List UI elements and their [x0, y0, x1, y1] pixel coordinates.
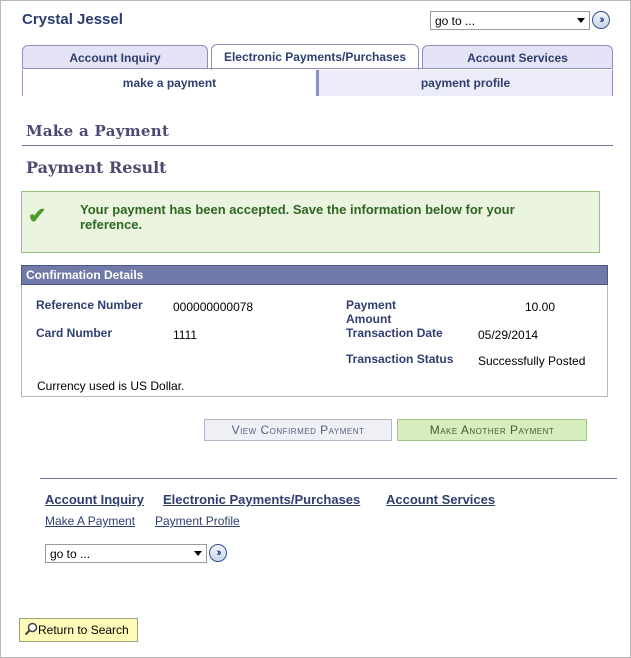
- confirmation-header: Confirmation Details: [21, 265, 608, 285]
- double-chevron-right-icon: ››: [599, 14, 603, 26]
- subtab-make-a-payment[interactable]: make a payment: [22, 70, 316, 96]
- footer-link-make-a-payment[interactable]: Make A Payment: [45, 514, 136, 528]
- subtab-payment-profile[interactable]: payment profile: [316, 70, 613, 96]
- tab-electronic-payments[interactable]: Electronic Payments/Purchases: [211, 44, 419, 70]
- checkmark-icon: ✔: [28, 203, 47, 228]
- tab-divider: [22, 68, 613, 69]
- page-title: Make a Payment: [26, 122, 170, 140]
- confirmation-details: [21, 285, 608, 397]
- footer-link-account-inquiry[interactable]: Account Inquiry: [45, 492, 144, 507]
- footer-divider: [40, 478, 617, 479]
- transaction-status-label: Transaction Status: [346, 352, 454, 366]
- goto-select-value: go to ...: [435, 14, 476, 28]
- make-another-payment-button[interactable]: Make Another Payment: [397, 419, 587, 441]
- footer-goto-button[interactable]: [209, 544, 227, 562]
- transaction-date-label: Transaction Date: [346, 326, 443, 340]
- card-number-value: 1111: [173, 328, 198, 342]
- tab-account-inquiry[interactable]: Account Inquiry: [22, 45, 208, 69]
- reference-number-label: Reference Number: [36, 298, 143, 312]
- goto-select[interactable]: [430, 11, 590, 30]
- payment-amount-label: [346, 298, 396, 326]
- transaction-date-value: 05/29/2014: [478, 328, 539, 342]
- footer-goto-select-value: go to ...: [50, 547, 91, 561]
- footer-link-electronic-payments[interactable]: Electronic Payments/Purchases: [163, 492, 361, 507]
- student-name: Crystal Jessel: [22, 11, 123, 28]
- payment-amount-label-line2: Amount: [346, 312, 392, 326]
- success-message: [21, 191, 600, 253]
- chevron-down-icon: [577, 18, 585, 23]
- return-to-search-label: Return to Search: [38, 623, 129, 637]
- reference-number-value: 000000000078: [173, 300, 254, 314]
- section-title: Payment Result: [26, 158, 167, 177]
- tab-account-services[interactable]: Account Services: [422, 45, 613, 69]
- payment-amount-value: 10.00: [525, 300, 556, 314]
- magnifier-icon: [24, 622, 38, 636]
- transaction-status-value: Successfully Posted: [478, 354, 586, 368]
- title-divider: [22, 145, 613, 146]
- chevron-down-icon: [194, 551, 202, 556]
- currency-note: Currency used is US Dollar.: [37, 379, 185, 393]
- footer-link-payment-profile[interactable]: Payment Profile: [155, 514, 240, 528]
- success-message-text: Your payment has been accepted. Save the information below for your reference.: [80, 202, 515, 232]
- footer-goto-select[interactable]: [45, 544, 207, 563]
- goto-button[interactable]: [592, 11, 610, 29]
- return-to-search-button[interactable]: [19, 618, 138, 642]
- view-confirmed-payment-button[interactable]: View Confirmed Payment: [204, 419, 392, 441]
- payment-amount-label-line1: Payment: [346, 298, 397, 312]
- double-chevron-right-icon: ››: [216, 547, 220, 559]
- footer-link-account-services[interactable]: Account Services: [386, 492, 496, 507]
- card-number-label: Card Number: [36, 326, 113, 340]
